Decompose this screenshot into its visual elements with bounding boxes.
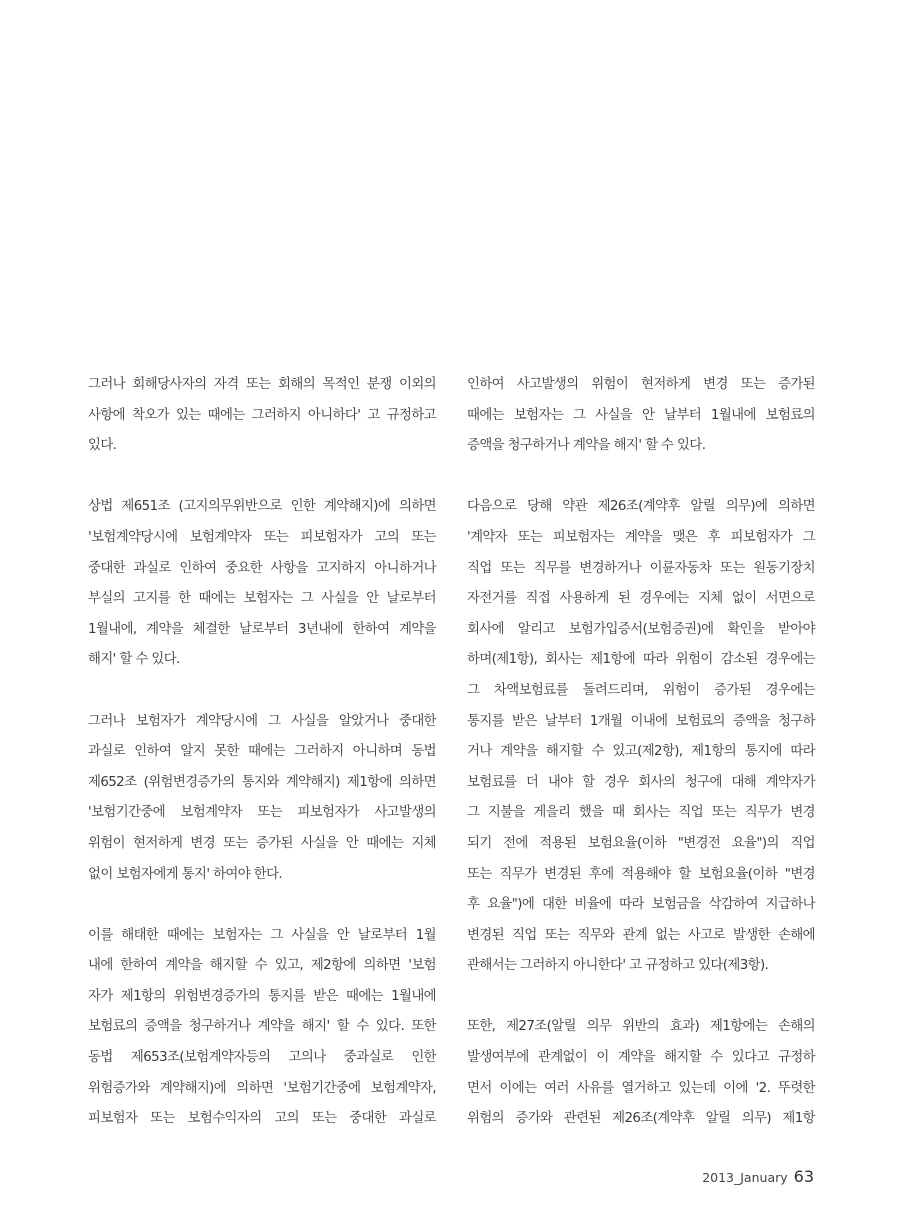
text-line: 거나 계약을 해지할 수 있고(제2항), 제1항의 통지에 따라	[467, 744, 815, 760]
text-line: 내에 한하여 계약을 해지할 수 있고, 제2항에 의하면 '보험	[88, 958, 436, 974]
text-line: 관해서는 그러하지 아니한다' 고 규정하고 있다(제3항).	[467, 958, 769, 974]
text-line: 또한, 제27조(알릴 의무 위반의 효과) 제1항에는 손해의	[467, 1019, 815, 1035]
paragraph	[88, 921, 436, 1135]
text-line: 없이 보험자에게 통지' 하여야 한다.	[88, 866, 283, 882]
text-line: 위험이 현저하게 변경 또는 증가된 사실을 안 때에는 지체	[88, 835, 436, 851]
text-line: 그 차액보험료를 돌려드리며, 위험이 증가된 경우에는	[467, 682, 815, 698]
text-line: 자가 제1항의 위험변경증가의 통지를 받은 때에는 1월내에	[88, 988, 436, 1004]
text-line: 그러나 회해당사자의 자격 또는 회해의 목적인 분쟁 이외의	[88, 377, 436, 392]
text-line: 직업 또는 직무를 변경하거나 이륜자동차 또는 원동기장치	[467, 560, 815, 576]
text-line: 발생여부에 관계없이 이 계약을 해지할 수 있다고 규정하	[467, 1050, 815, 1066]
text-line: 그 지불을 게을리 했을 때 회사는 직업 또는 직무가 변경	[467, 805, 815, 821]
text-line: 상법 제651조 (고지의무위반으로 인한 계약해지)에 의하면	[88, 499, 436, 515]
text-line: 면서 이에는 여러 사유를 열거하고 있는데 이에 '2. 뚜렷한	[467, 1080, 815, 1096]
text-line: 위험증가와 계약해지)에 의하면 '보험기간중에 보험계약자,	[88, 1080, 436, 1096]
left-column	[88, 370, 436, 1135]
text-line: 있다.	[88, 438, 117, 454]
paragraph	[467, 1012, 815, 1134]
paragraph-gap	[88, 676, 436, 707]
text-line: 하며(제1항), 회사는 제1항에 따라 위험이 감소된 경우에는	[467, 652, 815, 668]
text-line: 피보험자 또는 보험수익자의 고의 또는 중대한 과실로	[88, 1111, 436, 1127]
paragraph-gap	[467, 982, 815, 1013]
text-line: 다음으로 당해 약관 제26조(계약후 알릴 의무)에 의하면	[467, 499, 815, 515]
text-line: '보험기간중에 보험계약자 또는 피보험자가 사고발생의	[88, 805, 436, 821]
text-line: 때에는 보험자는 그 사실을 안 날부터 1월내에 보험료의	[467, 407, 815, 423]
text-line: 증액을 청구하거나 계약을 해지' 할 수 있다.	[467, 438, 706, 454]
paragraph	[88, 370, 436, 462]
text-line: 보험료를 더 내야 할 경우 회사의 청구에 대해 계약자가	[467, 774, 815, 790]
text-line: 회사에 알리고 보험가입증서(보험증권)에 확인을 받아야	[467, 621, 815, 637]
text-line: '계약자 또는 피보험자는 계약을 맺은 후 피보험자가 그	[467, 529, 815, 545]
right-column	[467, 370, 815, 1135]
text-line: 제652조 (위험변경증가의 통지와 계약해지) 제1항에 의하면	[88, 774, 436, 790]
text-line: 사항에 착오가 있는 때에는 그러하지 아니하다' 고 규정하고	[88, 407, 436, 423]
paragraph	[88, 707, 436, 891]
text-line: 동법 제653조(보험계약자등의 고의나 중과실로 인한	[88, 1050, 436, 1066]
text-line: 변경된 직업 또는 직무와 관계 없는 사고로 발생한 손해에	[467, 927, 815, 943]
text-line: 후 요율")에 대한 비율에 따라 보험금을 삭감하여 지급하나	[467, 897, 815, 913]
text-line: 자전거를 직접 사용하게 된 경우에는 지체 없이 서면으로	[467, 591, 815, 607]
text-line: 중대한 과실로 인하여 중요한 사항을 고지하지 아니하거나	[88, 560, 436, 576]
page-footer	[702, 1167, 814, 1186]
paragraph	[467, 492, 815, 982]
paragraph-gap	[88, 890, 436, 921]
text-line: 부실의 고지를 한 때에는 보험자는 그 사실을 안 날로부터	[88, 591, 436, 607]
text-line: 그러나 보험자가 계약당시에 그 사실을 알았거나 중대한	[88, 713, 436, 729]
text-line: 해지' 할 수 있다.	[88, 652, 180, 668]
text-line: 되기 전에 적용된 보험요율(이하 "변경전 요율")의 직업	[467, 835, 815, 851]
paragraph	[88, 492, 436, 676]
text-line: 인하여 사고발생의 위험이 현저하게 변경 또는 증가된	[467, 377, 815, 392]
paragraph-gap	[467, 462, 815, 493]
text-line: 보험료의 증액을 청구하거나 계약을 해지' 할 수 있다. 또한	[88, 1019, 436, 1035]
text-line: '보험계약당시에 보험계약자 또는 피보험자가 고의 또는	[88, 529, 436, 545]
paragraph	[467, 370, 815, 462]
text-line: 통지를 받은 날부터 1개월 이내에 보험료의 증액을 청구하	[467, 713, 815, 729]
page-number: 63	[793, 1167, 814, 1186]
text-line: 과실로 인하여 알지 못한 때에는 그러하지 아니하며 동법	[88, 744, 436, 760]
issue-label: 2013_January	[702, 1170, 788, 1185]
paragraph-gap	[88, 462, 436, 493]
text-line: 위험의 증가와 관련된 제26조(계약후 알릴 의무) 제1항	[467, 1111, 815, 1127]
text-line: 1월내에, 계약을 체결한 날로부터 3년내에 한하여 계약을	[88, 621, 436, 637]
text-line: 이를 해태한 때에는 보험자는 그 사실을 안 날로부터 1월	[88, 927, 436, 943]
text-line: 또는 직무가 변경된 후에 적용해야 할 보험요율(이하 "변경	[467, 866, 815, 882]
